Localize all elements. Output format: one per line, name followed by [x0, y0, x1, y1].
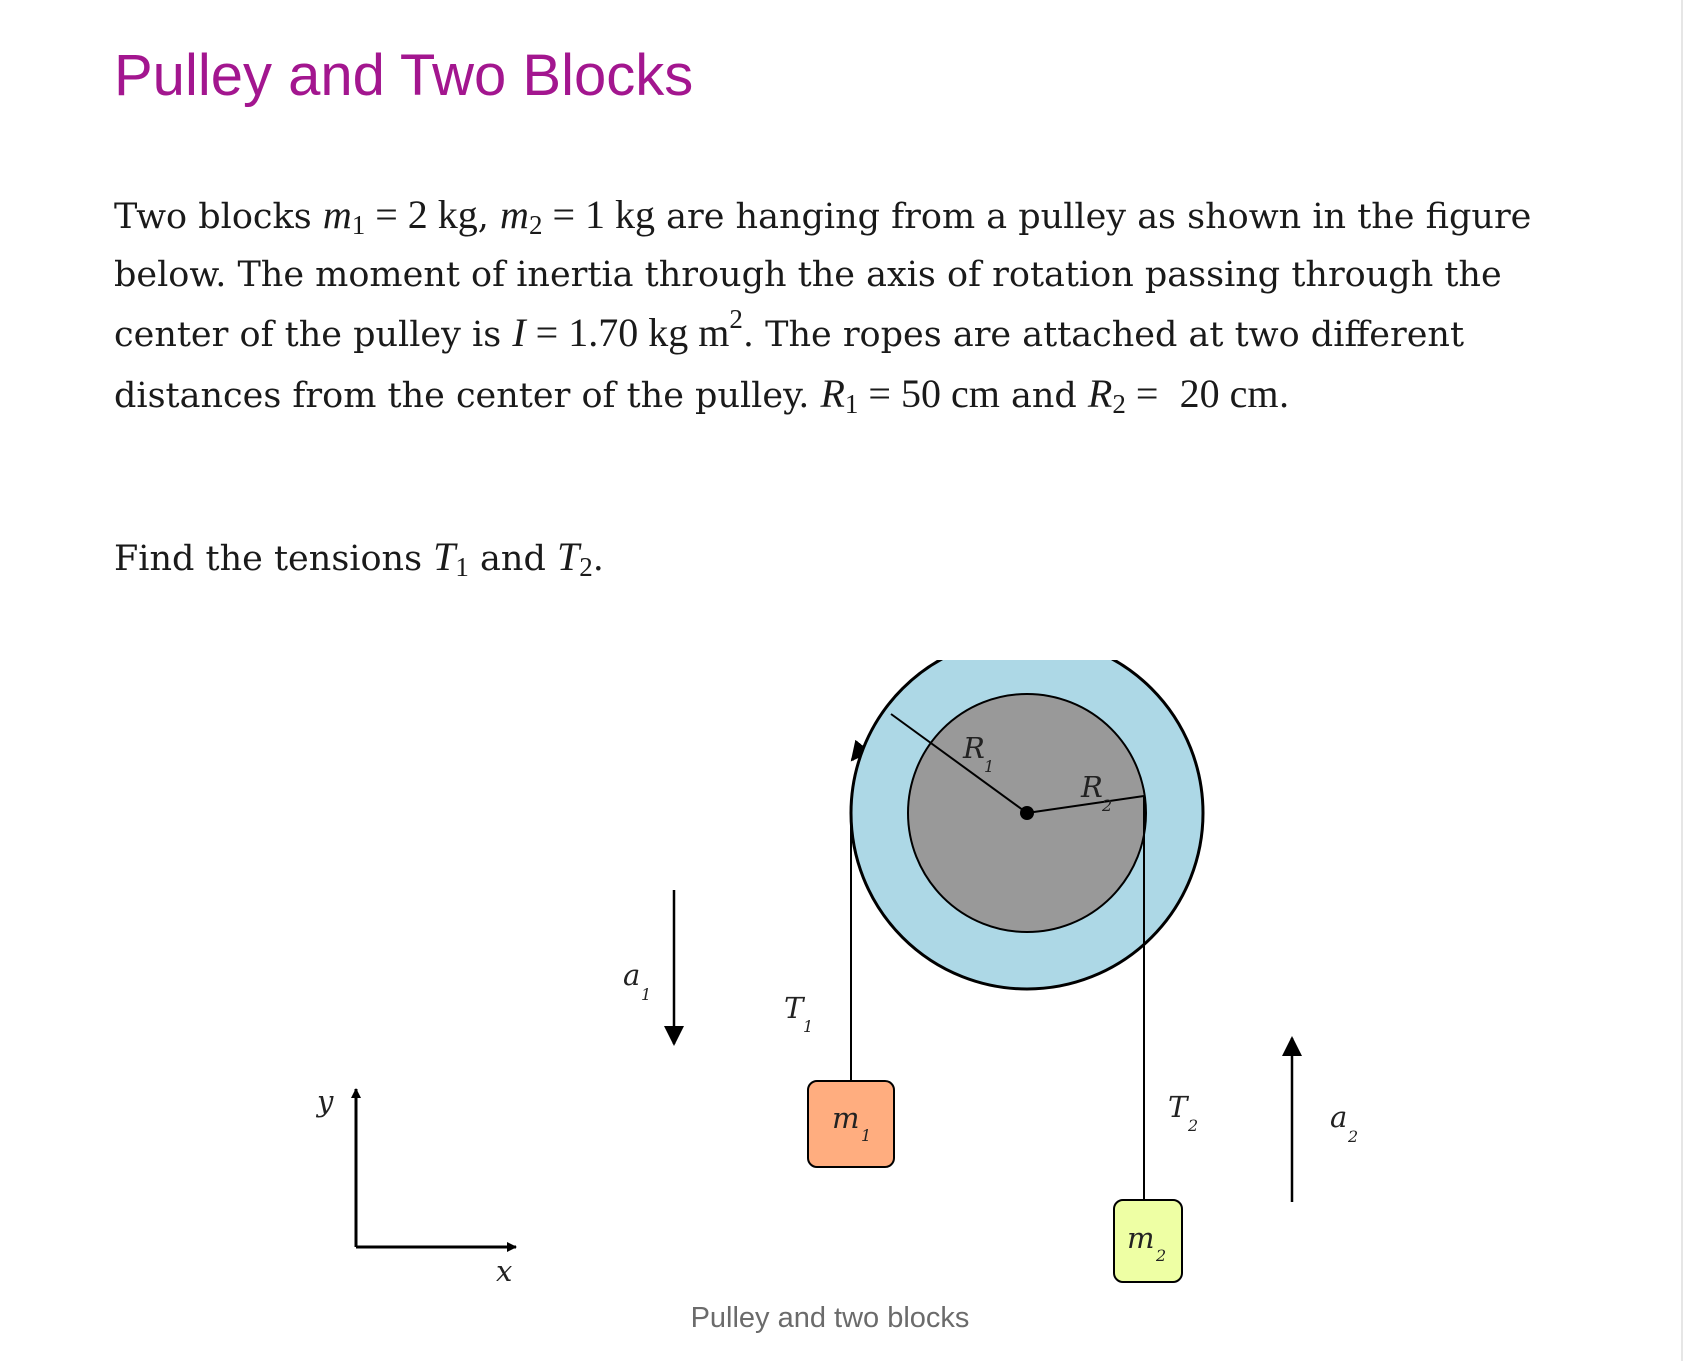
- math-inertia: I: [512, 310, 526, 355]
- equals-sign: =: [375, 192, 398, 237]
- math-t2: [557, 534, 593, 582]
- equals-sign: =: [868, 370, 891, 416]
- text: Two blocks: [114, 197, 323, 237]
- equals-sign: =: [1135, 370, 1159, 416]
- inertia-value: [568, 304, 743, 355]
- a1-subscript: 1: [641, 985, 652, 1004]
- subscript: 2: [579, 552, 593, 582]
- text: and: [999, 375, 1088, 416]
- y-axis-label: y: [317, 1084, 334, 1118]
- symbol: R: [1087, 370, 1113, 416]
- m2-value: 1 kg: [585, 192, 655, 237]
- text: Find the tensions: [114, 539, 434, 579]
- subscript: 2: [1112, 388, 1126, 419]
- equals-sign: =: [552, 192, 575, 237]
- m1-value: 2 kg: [407, 192, 478, 237]
- value: 1.70 kg m: [568, 310, 730, 355]
- subscript: 2: [528, 210, 543, 240]
- r2-subscript: 2: [1102, 796, 1113, 815]
- subscript: 1: [844, 388, 859, 419]
- page-edge-divider: [1681, 0, 1683, 1361]
- text: and: [468, 539, 557, 579]
- page-title: Pulley and Two Blocks: [114, 43, 694, 108]
- r2-value: 20 cm: [1179, 370, 1279, 416]
- m2-subscript: 2: [1156, 1246, 1167, 1265]
- subscript: 1: [455, 552, 469, 582]
- math-r1: [820, 370, 859, 419]
- a1-label: a: [623, 958, 641, 992]
- t2-label: T: [1168, 1090, 1188, 1124]
- a2-label: a: [1330, 1100, 1348, 1134]
- symbol: T: [557, 534, 580, 579]
- m1-subscript: 1: [861, 1126, 872, 1145]
- pulley-axle: [1020, 806, 1034, 820]
- m2-label: m: [1127, 1221, 1155, 1255]
- a2-subscript: 2: [1348, 1127, 1359, 1146]
- t1-subscript: 1: [803, 1017, 814, 1036]
- question: [114, 528, 1554, 589]
- t2-subscript: 2: [1188, 1116, 1199, 1135]
- pulley-figure: [280, 660, 1380, 1350]
- superscript: 2: [729, 304, 743, 334]
- t1-label: T: [784, 991, 804, 1025]
- equals-sign: =: [535, 310, 559, 355]
- text: .: [592, 539, 604, 579]
- r1-label: R: [963, 731, 985, 765]
- text: are hanging from a pulley as shown in the figure below. The moment of inertia through the axis of rotation passing through the center of the pulley is: [114, 197, 1532, 355]
- math-m2: [500, 192, 543, 240]
- symbol: m: [500, 192, 529, 237]
- pulley-diagram: [280, 660, 1380, 1300]
- subscript: 1: [351, 210, 366, 240]
- math-t1: [433, 534, 469, 582]
- problem-statement: [114, 186, 1554, 425]
- text: ,: [477, 197, 501, 237]
- r1-value: 50 cm: [900, 370, 1000, 416]
- math-m1: [322, 192, 366, 240]
- figure-caption: Pulley and two blocks: [690, 1302, 970, 1334]
- r2-label: R: [1081, 770, 1103, 804]
- text: . The ropes are attached at two different distances from the center of the pulley.: [114, 315, 1465, 416]
- r1-subscript: 1: [984, 757, 995, 776]
- x-axis-label: x: [496, 1254, 513, 1288]
- symbol: T: [433, 534, 456, 579]
- m1-label: m: [832, 1101, 860, 1135]
- math-r2: [1087, 370, 1126, 419]
- text: .: [1278, 375, 1290, 416]
- symbol: R: [820, 370, 845, 416]
- symbol: m: [322, 192, 352, 237]
